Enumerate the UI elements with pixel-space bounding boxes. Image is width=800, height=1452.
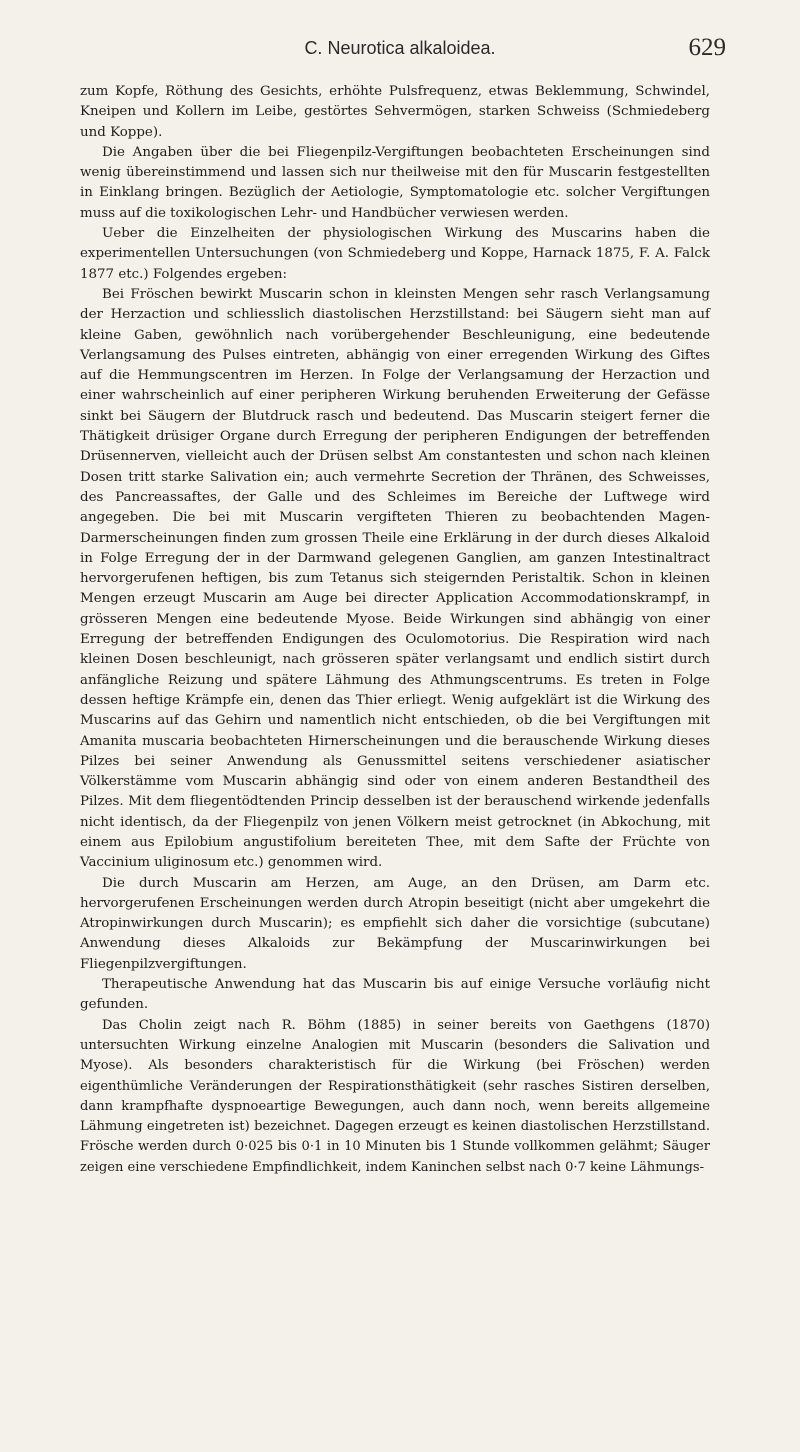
page-header [0, 30, 800, 60]
paragraph-atropin: Die durch Muscarin am Herzen, am Auge, an den Drüsen, am Darm etc. hervorgerufenen Erscheinungen werden durch Atropin beseitigt (nicht aber umgekehrt die Atropinwirkungen durch Muscarin); es empfiehlt sich daher die vorsichtige (subcutane) Anwendung dieses Alkaloids zur Bekämpfung der Muscarinwirkungen bei Fliegenpilzvergiftungen. [80, 875, 710, 972]
body-text [80, 82, 710, 1178]
paragraph-therapeutic: Therapeutische Anwendung hat das Muscarin bis auf einige Versuche vorläufig nicht gefunden. [80, 977, 710, 1013]
paragraph-fliegenpilz: Die Angaben über die bei Fliegenpilz-Vergiftungen beobachteten Erscheinungen sind wenig übereinstimmend und lassen sich nur theilweise mit den für Muscarin festgestellten in Einklang bringen. Bezüglich der Aetiologie, Symptomatologie etc. solcher Vergiftungen muss auf die toxikologischen Lehr- und Handbücher verwiesen werden. [80, 144, 710, 221]
paragraph-effects: Bei Fröschen bewirkt Muscarin schon in kleinsten Mengen sehr rasch Verlangsamung der Herzaction und schliesslich diastolischen Herzstillstand: bei Säugern sieht man auf kleine Gaben, gewöhnlich nach vorübergehender Beschleunigung, eine bedeutende Verlangsamung des Pulses eintreten, abhängig von einer erregenden Wirkung des Giftes auf die Hemmungscentren im Herzen. In Folge der Verlangsamung der Herzaction und einer wahrscheinlich auf einer peripheren Wirkung beruhenden Erweiterung der Gefässe sinkt bei Säugern der Blutdruck rasch und bedeutend. Das Muscarin steigert ferner die Thätigkeit drüsiger Organe durch Erregung der peripheren Endigungen der betreffenden Drüsennerven, vielleicht auch der Drüsen selbst Am constantesten und schon nach kleinen Dosen tritt starke Salivation ein; auch vermehrte Secretion der Thränen, des Schweisses, des Pancreassaftes, der Galle und des Schleimes im Bereiche der Luftwege wird angegeben. Die bei mit Muscarin vergifteten Thieren zu beobachtenden Magen-Darmerscheinungen finden zum grossen Theile eine Erklärung in der durch dieses Alkaloid in Folge Erregung der in der Darmwand gelegenen Ganglien, am ganzen Intestinaltract hervorgerufenen heftigen, bis zum Tetanus sich steigernden Peristaltik. Schon in kleinen Mengen erzeugt Muscarin am Auge bei directer Application Accommodationskrampf, in grösseren Mengen eine bedeutende Myose. Beide Wirkungen sind abhängig von einer Erregung der betreffenden Endigungen des Oculomotorius. Die Respiration wird nach kleinen Dosen beschleunigt, nach grösseren später verlangsamt und endlich sistirt durch anfängliche Reizung und spätere Lähmung des Athmungscentrums. Es treten in Folge dessen heftige Krämpfe ein, denen das Thier erliegt. Wenig aufgeklärt ist die Wirkung des Muscarins auf das Gehirn und namentlich nicht entschieden, ob die bei Vergiftungen mit Amanita muscaria beobachteten Hirnerscheinungen und die berauschende Wirkung dieses Pilzes bei seiner Anwendung als Genussmittel seitens verschiedener asiatischer Völkerstämme vom Muscarin abhängig sind oder von einem anderen Bestandtheil des Pilzes. Mit dem fliegentödtenden Princip desselben ist der berauschend wirkende jedenfalls nicht identisch, da der Fliegenpilz von jenen Völkern meist getrocknet (in Abkochung, mit einem aus Epilobium angustifolium bereiteten Thee, mit dem Safte der Früchte von Vaccinium uliginosum etc.) genommen wird. [80, 286, 710, 871]
paragraph-physiology-intro: Ueber die Einzelheiten der physiologischen Wirkung des Muscarins haben die experimentellen Untersuchungen (von Schmiedeberg und Koppe, Harnack 1875, F. A. Falck 1877 etc.) Folgendes ergeben: [80, 226, 710, 282]
paragraph-cholin: Das Cholin zeigt nach R. Böhm (1885) in seiner bereits von Gaethgens (1870) untersuchten Wirkung einzelne Analogien mit Muscarin (besonders die Salivation und Myose). Als besonders charakteristisch für die Wirkung (bei Fröschen) werden eigenthümliche Veränderungen der Respirationsthätigkeit (sehr rasches Sistiren derselben, dann krampfhafte dyspnoeartige Bewegungen, auch dann noch, wenn bereits allgemeine Lähmung eingetreten ist) bezeichnet. Dagegen erzeugt es keinen diastolischen Herzstillstand. Frösche werden durch 0·025 bis 0·1 in 10 Minuten bis 1 Stunde vollkommen gelähmt; Säuger zeigen eine verschiedene Empfindlichkeit, indem Kaninchen selbst nach 0·7 keine Lähmungs- [80, 1017, 710, 1175]
running-title: C. Neurotica alkaloidea. [304, 38, 496, 58]
paragraph-continuation: zum Kopfe, Röthung des Gesichts, erhöhte Pulsfrequenz, etwas Beklemmung, Schwindel, Kneipen und Kollern im Leibe, gestörtes Sehvermögen, starken Schweiss (Schmiedeberg und Koppe). [80, 84, 710, 140]
page-number: 629 [688, 34, 726, 61]
